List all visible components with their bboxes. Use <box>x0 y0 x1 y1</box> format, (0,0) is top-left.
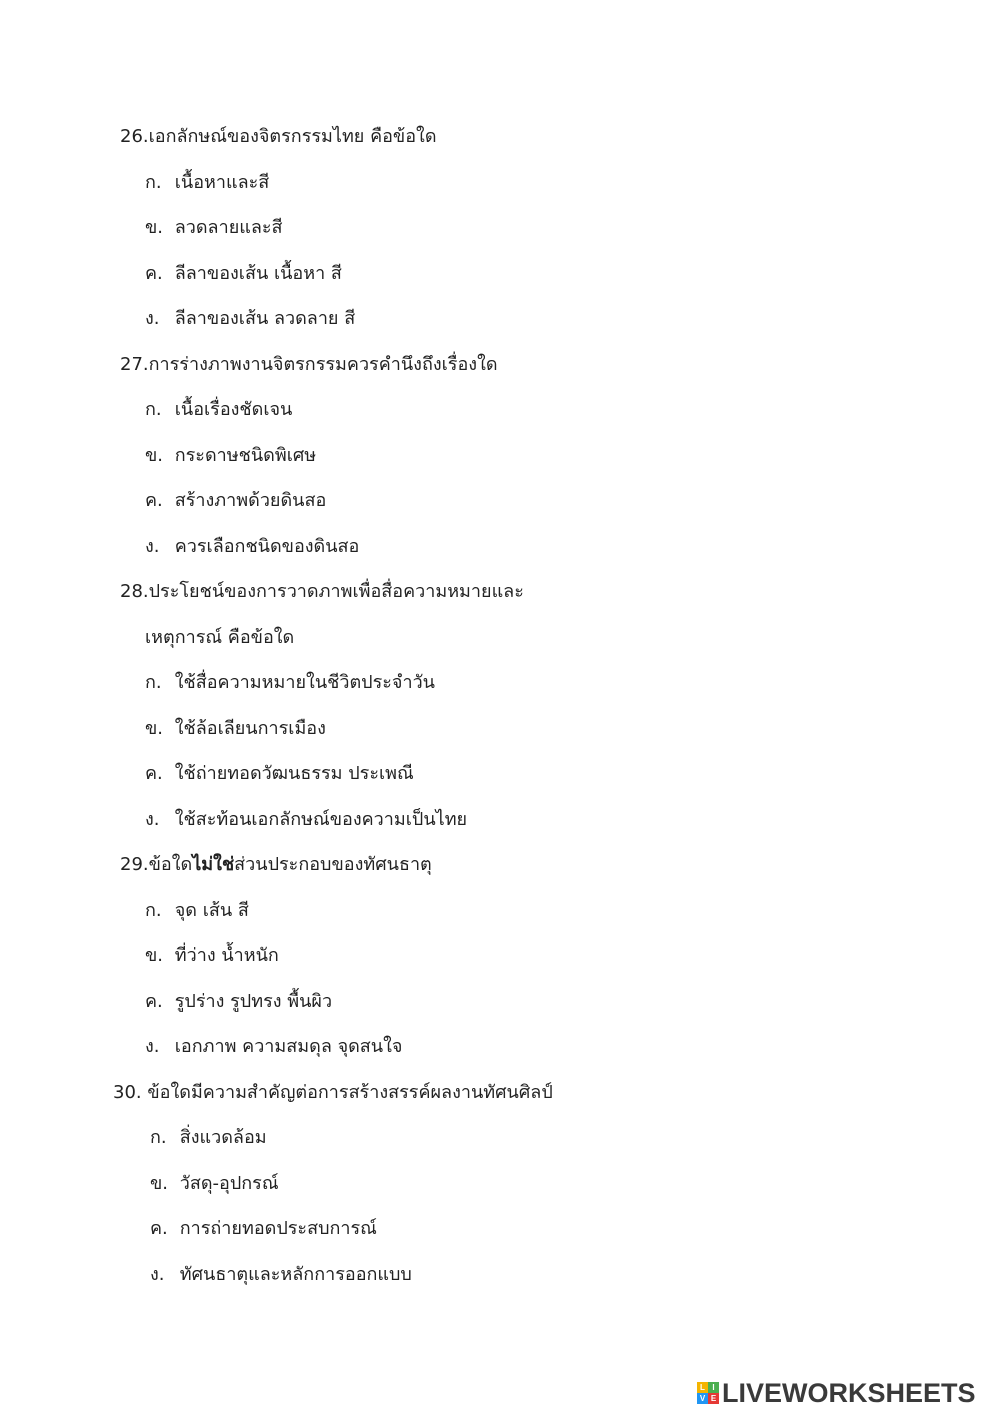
question-29-option-d <box>145 1034 402 1060</box>
option-text: ควรเลือกชนิดของดินสอ <box>174 536 360 557</box>
option-label: ค. <box>145 263 163 284</box>
option-label: ข. <box>145 445 164 466</box>
option-label: ง. <box>150 1264 165 1285</box>
option-label: ก. <box>145 900 162 921</box>
option-text: ใช้ถ่ายทอดวัฒนธรรม ประเพณี <box>174 763 414 784</box>
logo-cell: L <box>697 1382 708 1393</box>
option-text: ใช้สื่อความหมายในชีวิตประจำวัน <box>174 672 435 693</box>
option-text: วัสดุ-อุปกรณ์ <box>179 1173 279 1194</box>
liveworksheets-brand[interactable] <box>697 1378 976 1408</box>
option-text: ใช้สะท้อนเอกลักษณ์ของความเป็นไทย <box>174 809 468 830</box>
logo-cell: V <box>697 1393 708 1404</box>
question-29-emphasis: ไม่ใช่ <box>192 854 235 875</box>
question-27: 27.การร่างภาพงานจิตรกรรมควรคำนึงถึงเรื่องใด <box>120 354 498 375</box>
option-text: เนื้อเรื่องชัดเจน <box>174 399 293 420</box>
option-label: ง. <box>145 809 160 830</box>
question-28-option-b <box>145 716 326 742</box>
option-label: ง. <box>145 1036 160 1057</box>
question-28-option-d <box>145 807 467 833</box>
option-label: ค. <box>150 1218 168 1239</box>
question-26-option-b <box>145 215 283 241</box>
question-29-option-b <box>145 943 279 969</box>
question-29-option-a <box>145 898 249 924</box>
question-29-prefix: 29.ข้อใด <box>120 854 193 875</box>
option-label: ค. <box>145 763 163 784</box>
option-text: จุด เส้น สี <box>174 900 249 921</box>
question-26-option-a <box>145 170 269 196</box>
option-text: รูปร่าง รูปทรง พื้นผิว <box>174 991 333 1012</box>
question-28: 28.ประโยชน์ของการวาดภาพเพื่อสื่อความหมายและ <box>120 581 524 602</box>
question-26-option-c <box>145 261 342 287</box>
question-27-option-b <box>145 443 316 469</box>
option-text: สิ่งแวดล้อม <box>179 1127 267 1148</box>
option-label: ก. <box>150 1127 167 1148</box>
question-30-option-b <box>150 1171 279 1197</box>
option-text: ลีลาของเส้น ลวดลาย สี <box>174 308 356 329</box>
option-text: การถ่ายทอดประสบการณ์ <box>179 1218 377 1239</box>
question-30-option-d <box>150 1262 412 1288</box>
option-label: ง. <box>145 536 160 557</box>
option-label: ข. <box>145 217 164 238</box>
brand-name: LIVEWORKSHEETS <box>722 1377 976 1408</box>
question-28-option-a <box>145 670 435 696</box>
question-26-option-d <box>145 306 355 332</box>
question-30-option-c <box>150 1216 377 1242</box>
liveworksheets-logo-icon <box>697 1382 719 1404</box>
question-30: 30. ข้อใดมีความสำคัญต่อการสร้างสรรค์ผลงานทัศนศิลป์ <box>113 1082 553 1103</box>
question-29-option-c <box>145 989 332 1015</box>
option-label: ข. <box>145 945 164 966</box>
option-label: ก. <box>145 172 162 193</box>
option-label: ข. <box>150 1173 169 1194</box>
question-27-option-d <box>145 534 359 560</box>
question-30-option-a <box>150 1125 267 1151</box>
option-label: ก. <box>145 672 162 693</box>
question-29-suffix: ส่วนประกอบของทัศนธาตุ <box>234 854 432 875</box>
option-label: ค. <box>145 490 163 511</box>
question-29 <box>120 852 432 878</box>
option-text: ใช้ล้อเลียนการเมือง <box>174 718 326 739</box>
option-text: ทัศนธาตุและหลักการออกแบบ <box>179 1264 412 1285</box>
option-text: ลวดลายและสี <box>174 217 283 238</box>
logo-cell: I <box>708 1382 719 1393</box>
question-27-option-c <box>145 488 326 514</box>
logo-cell: E <box>708 1393 719 1404</box>
question-26: 26.เอกลักษณ์ของจิตรกรรมไทย คือข้อใด <box>120 126 437 147</box>
option-text: ลีลาของเส้น เนื้อหา สี <box>174 263 342 284</box>
option-label: ค. <box>145 991 163 1012</box>
question-28-continuation: เหตุการณ์ คือข้อใด <box>145 627 295 648</box>
option-text: เนื้อหาและสี <box>174 172 270 193</box>
option-text: ที่ว่าง น้ำหนัก <box>174 945 279 966</box>
option-label: ง. <box>145 308 160 329</box>
option-text: เอกภาพ ความสมดุล จุดสนใจ <box>174 1036 403 1057</box>
option-text: สร้างภาพด้วยดินสอ <box>174 490 327 511</box>
option-label: ก. <box>145 399 162 420</box>
option-label: ข. <box>145 718 164 739</box>
question-27-option-a <box>145 397 292 423</box>
option-text: กระดาษชนิดพิเศษ <box>174 445 317 466</box>
question-28-option-c <box>145 761 414 787</box>
